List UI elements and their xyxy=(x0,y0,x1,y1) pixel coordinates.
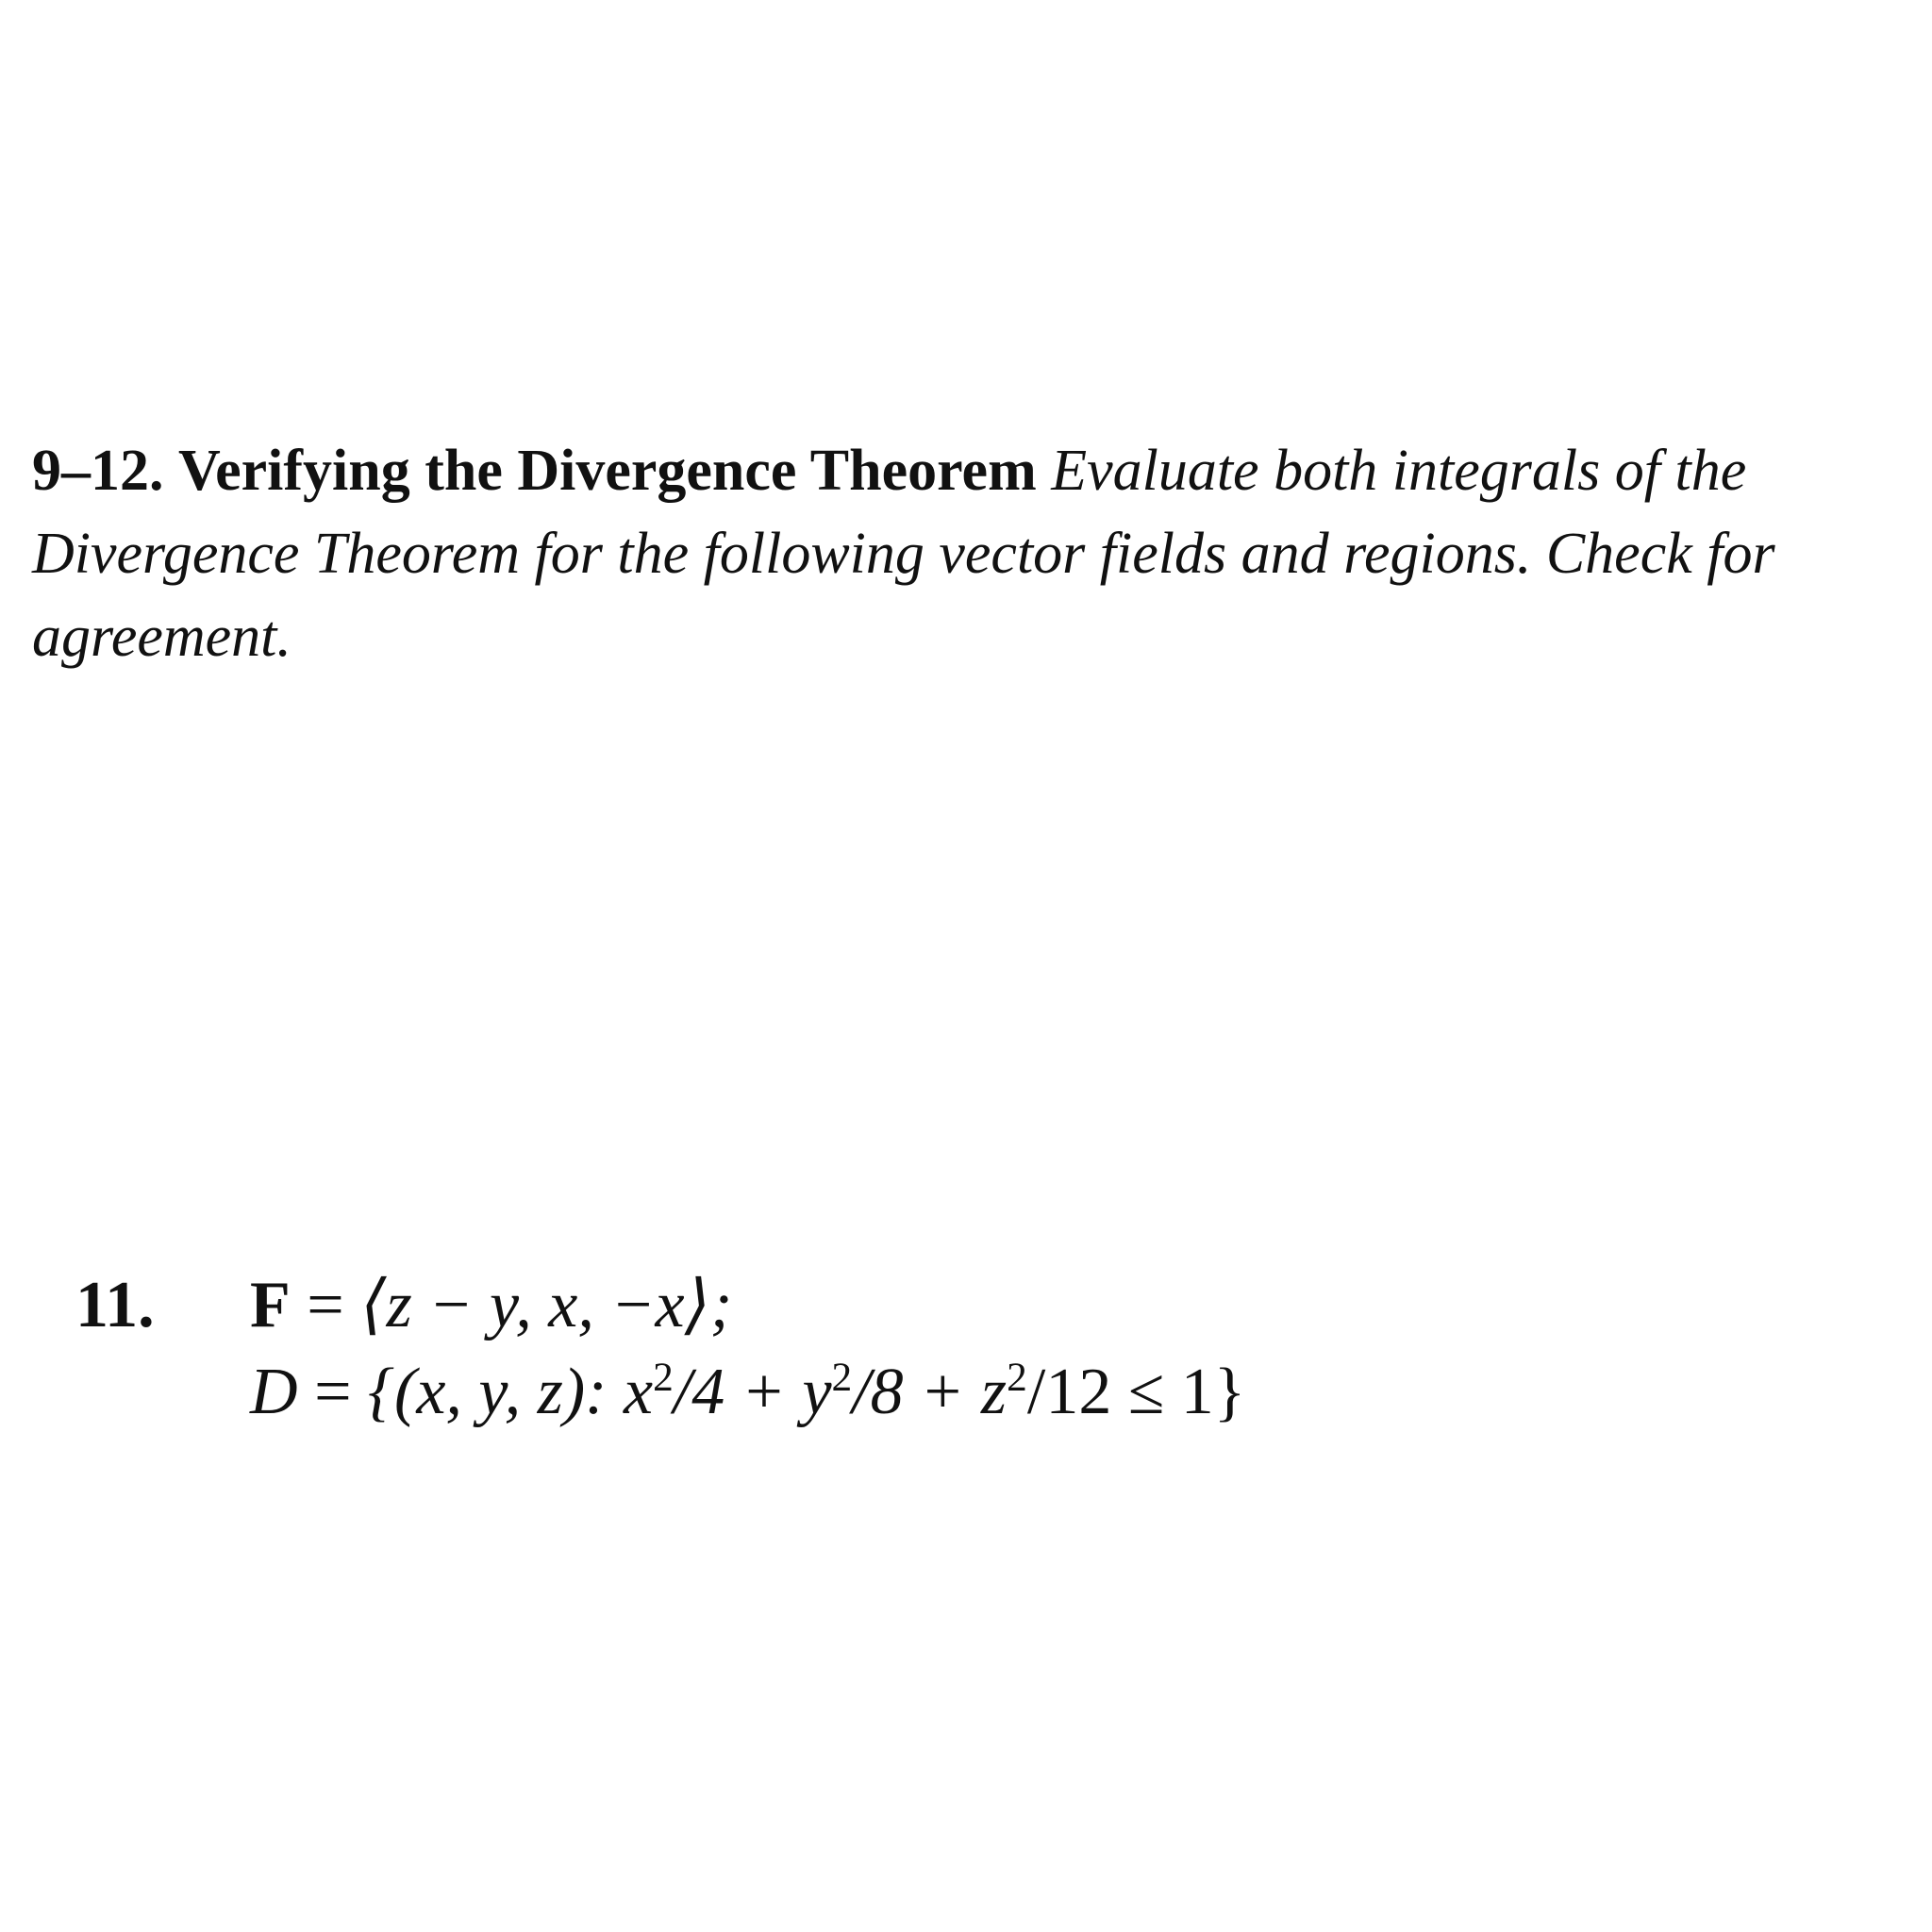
vector-field-definition xyxy=(250,1262,732,1349)
region-set-end: /12 ≤ 1} xyxy=(1026,1356,1246,1428)
equals-sign: = xyxy=(297,1356,369,1428)
exercise-instructions xyxy=(32,429,1909,678)
exercise-instructions-text: Evaluate both integrals of the Divergence Theorem for the following vector fields and regions. Check for agreement. xyxy=(32,439,1775,669)
exponent: 2 xyxy=(653,1355,674,1401)
exponent: 2 xyxy=(1007,1355,1027,1401)
exponent: 2 xyxy=(831,1355,853,1401)
equals-sign: = xyxy=(290,1269,361,1341)
region-symbol: D xyxy=(250,1356,298,1428)
vector-field-components: ⟨z − y, x, −x⟩; xyxy=(360,1269,733,1341)
region-set-start: {(x, y, z): x xyxy=(368,1356,654,1428)
problem-number: 11. xyxy=(75,1269,155,1341)
exercise-range: 9–12. xyxy=(32,439,164,503)
exercise-heading: Verifying the Divergence Theorem xyxy=(178,439,1037,503)
region-term-y: /4 + y xyxy=(673,1356,832,1428)
region-definition xyxy=(250,1349,1245,1436)
region-term-z: /8 + z xyxy=(852,1356,1008,1428)
vector-field-symbol: F xyxy=(250,1269,291,1341)
